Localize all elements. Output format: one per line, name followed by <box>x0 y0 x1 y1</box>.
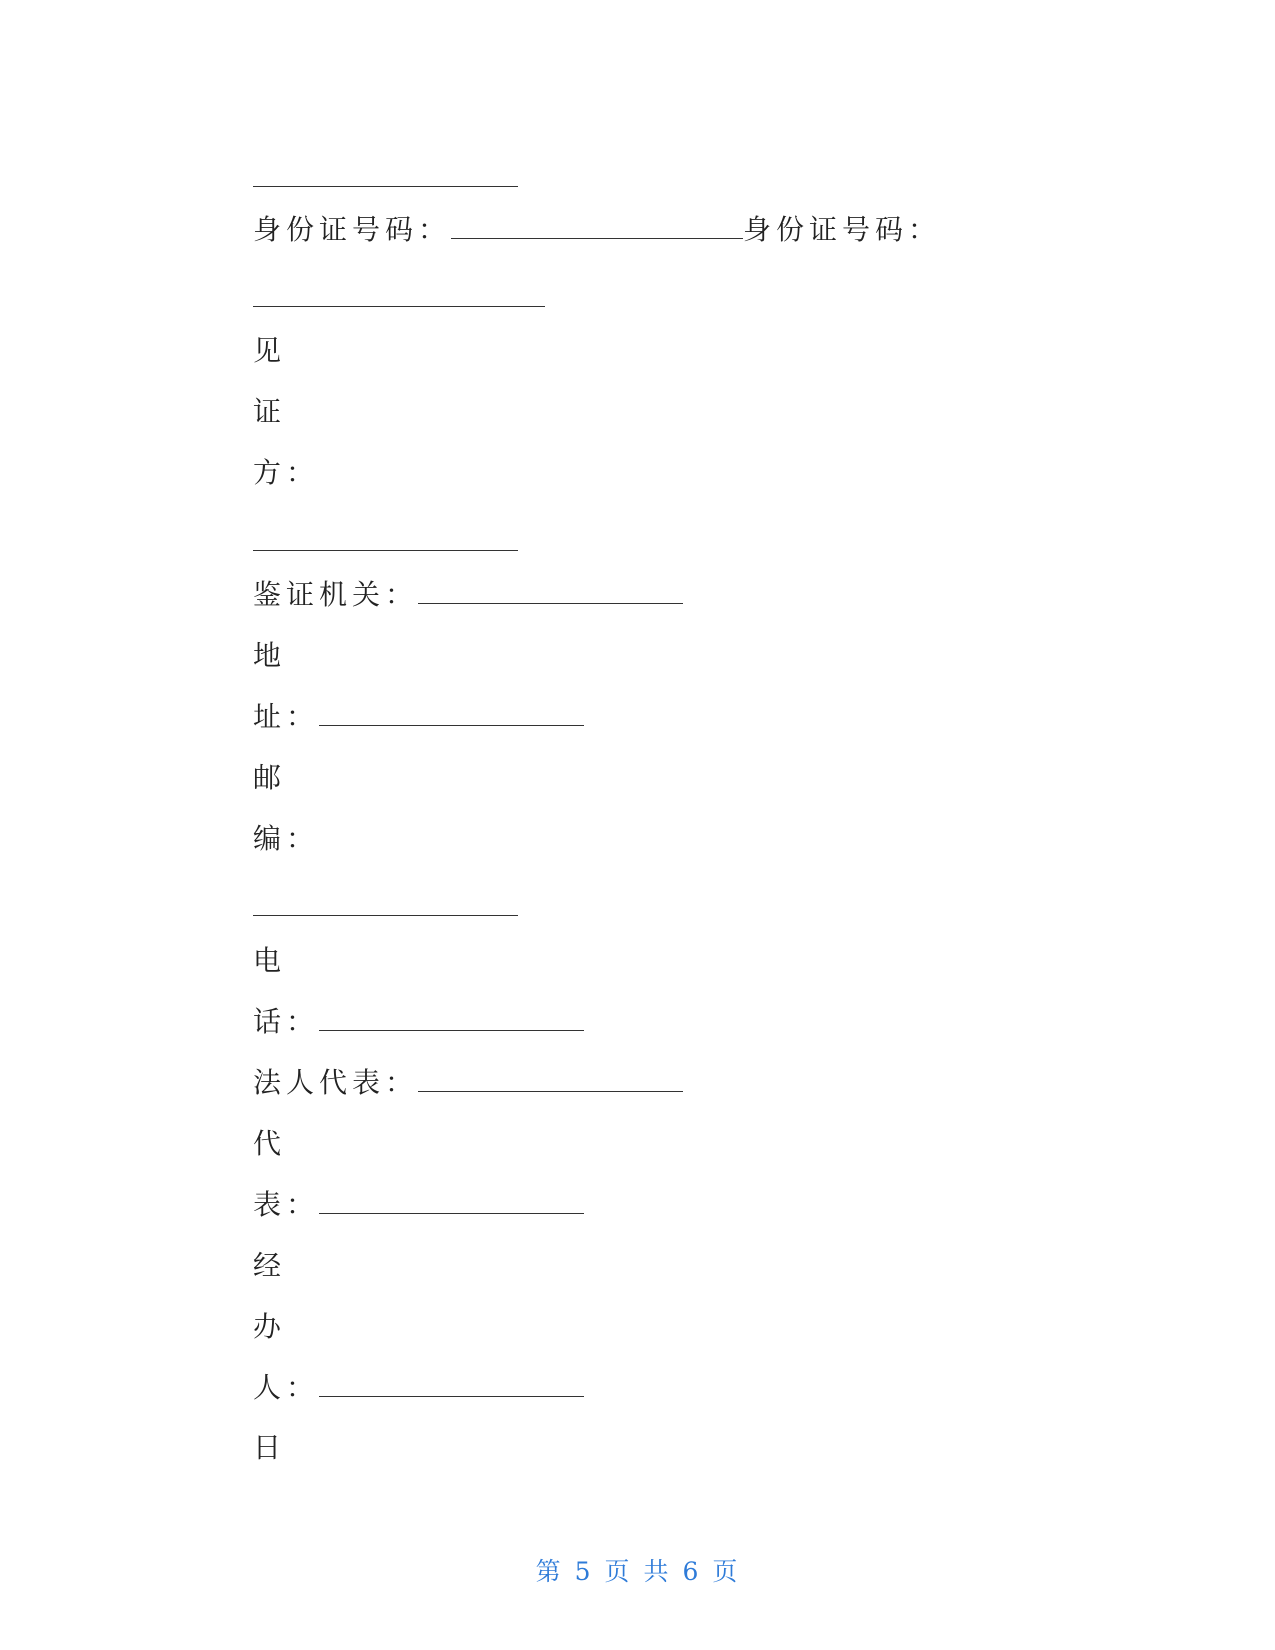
date-char-1: 日 <box>253 1431 287 1464</box>
handler-row <box>253 1372 584 1404</box>
witness-char-1: 见 <box>253 334 287 367</box>
representative-char-1: 代 <box>253 1127 287 1160</box>
postcode-char-1: 邮 <box>253 761 287 794</box>
page-footer <box>0 1552 1275 1588</box>
address-char-1: 地 <box>253 639 287 672</box>
blank-line <box>253 185 518 187</box>
phone-blank <box>319 1029 584 1031</box>
representative-blank <box>319 1212 584 1214</box>
representative-label: 表： <box>253 1188 320 1221</box>
authority-row <box>253 579 683 611</box>
id-number-blank-1 <box>451 237 743 239</box>
address-blank <box>319 724 584 726</box>
legal-rep-blank <box>418 1090 683 1092</box>
representative-row <box>253 1189 584 1221</box>
legal-rep-row <box>253 1067 683 1099</box>
phone-row <box>253 1006 584 1038</box>
blank-line <box>253 549 518 551</box>
footer-page-prefix: 第 <box>535 1557 563 1586</box>
phone-label: 话： <box>253 1005 320 1038</box>
legal-rep-label: 法人代表： <box>253 1066 419 1099</box>
authority-blank <box>418 602 683 604</box>
footer-current-page: 5 <box>574 1557 593 1586</box>
handler-label: 人： <box>253 1371 320 1404</box>
authority-label: 鉴证机关： <box>253 578 419 611</box>
footer-total-suffix: 页 <box>712 1557 740 1586</box>
postcode-char-2: 编： <box>253 822 320 855</box>
witness-char-2: 证 <box>253 395 287 428</box>
id-number-label-2: 身份证号码： <box>743 213 942 246</box>
blank-line <box>253 914 518 916</box>
footer-total-pages: 6 <box>682 1557 701 1586</box>
phone-char-1: 电 <box>253 944 287 977</box>
handler-blank <box>319 1395 584 1397</box>
handler-char-2: 办 <box>253 1310 287 1343</box>
footer-total-prefix: 共 <box>643 1557 671 1586</box>
id-number-label-1: 身份证号码： <box>253 213 452 246</box>
witness-char-3: 方： <box>253 456 320 489</box>
blank-line <box>253 305 545 307</box>
id-number-row <box>253 214 941 246</box>
handler-char-1: 经 <box>253 1249 287 1282</box>
address-label: 址： <box>253 700 320 733</box>
footer-page-word: 页 <box>604 1557 632 1586</box>
address-row <box>253 701 584 733</box>
